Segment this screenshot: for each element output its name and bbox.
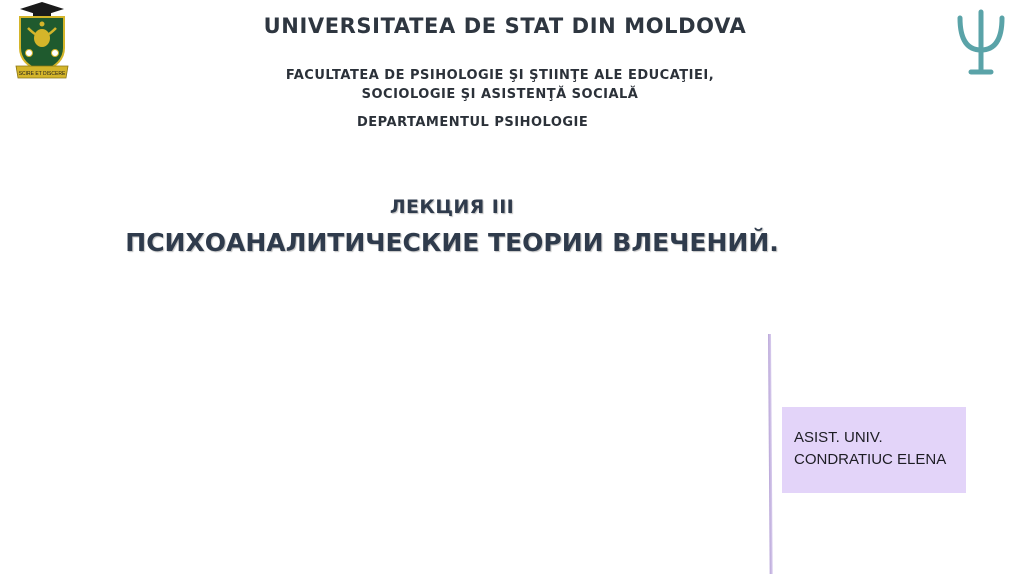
faculty-name <box>200 66 800 104</box>
author-name: CONDRATIUC ELENA <box>794 451 947 468</box>
crest-motto: SCIRE ET DISCERE <box>18 71 66 77</box>
department-name: DEPARTAMENTUL PSIHOLOGIE <box>357 115 589 130</box>
university-title: UNIVERSITATEA DE STAT DIN MOLDOVA <box>263 14 747 38</box>
lecture-number: ЛЕКЦИЯ III <box>389 196 515 218</box>
faculty-line-2: SOCIOLOGIE ŞI ASISTENŢĂ SOCIALĂ <box>361 87 639 102</box>
author-position: ASIST. UNIV. <box>794 429 883 446</box>
divider-line <box>768 334 773 574</box>
faculty-line-1: FACULTATEA DE PSIHOLOGIE ŞI ŞTIINŢE ALE EDUCAŢIEI, <box>285 68 715 83</box>
author-box <box>782 407 966 493</box>
lecture-topic: ПСИХОАНАЛИТИЧЕСКИЕ ТЕОРИИ ВЛЕЧЕНИЙ. <box>125 228 779 257</box>
